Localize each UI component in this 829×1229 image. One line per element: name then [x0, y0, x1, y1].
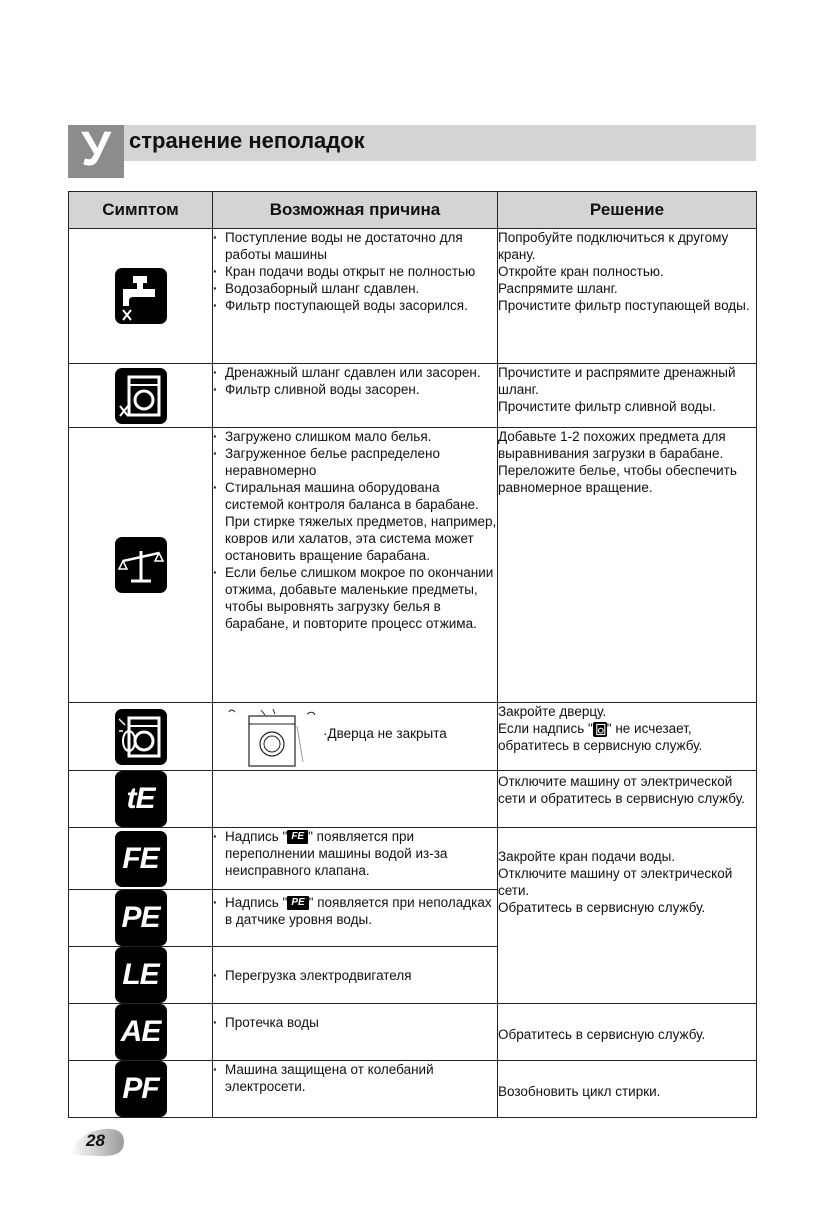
cause-item: · Кран подачи воды открыт не полностью: [213, 263, 497, 280]
cause-item: · Протечка воды: [213, 1014, 497, 1031]
column-header-symptom: Симптом: [69, 192, 213, 229]
error-code-badge: AE: [115, 1004, 167, 1060]
cause-cell: [213, 1061, 498, 1118]
symptom-cell: [69, 828, 213, 890]
symptom-cell: [69, 1004, 213, 1061]
error-code-badge: PE: [287, 896, 308, 910]
solution-cell: [498, 1004, 757, 1061]
cause-cell: [213, 890, 498, 947]
table-row: [69, 1061, 757, 1118]
solution-line: Прочистите и распрямите дренажный шланг.: [498, 365, 736, 397]
cause-item: · Загружено слишком мало белья.: [213, 428, 497, 445]
solution-line: Возобновить цикл стирки.: [498, 1083, 661, 1099]
error-code-badge: tE: [115, 771, 167, 827]
column-header-cause: Возможная причина: [213, 192, 498, 229]
error-code-badge: FE: [287, 830, 308, 844]
symptom-cell: [69, 890, 213, 947]
cause-cell: [213, 1004, 498, 1061]
table-row: [69, 1004, 757, 1061]
symptom-cell: [69, 1061, 213, 1118]
symptom-cell: [69, 428, 213, 703]
solution-cell: [498, 364, 757, 428]
cause-item: Дверца не закрыта: [327, 726, 447, 741]
door-open-icon: [115, 709, 167, 765]
solution-cell: [498, 703, 757, 771]
section-title: странение неполадок: [129, 128, 365, 153]
cause-cell: ·Дверца не закрыта: [213, 703, 498, 771]
water-tap-icon: [115, 268, 167, 324]
solution-line: Переложите белье, чтобы обеспечить равномерное вращение.: [498, 463, 737, 495]
column-header-solution: Решение: [498, 192, 757, 229]
solution-line: Попробуйте подключиться к другому крану.: [498, 230, 729, 262]
solution-line: Если надпись " " не исчезает, обратитесь в сервисную службу.: [498, 721, 703, 753]
error-code-badge: LE: [115, 947, 167, 1003]
solution-cell: [498, 771, 757, 828]
cause-item: · Надпись " PE " появляется при неполадках в датчике уровня воды.: [213, 894, 497, 928]
error-code-badge: FE: [115, 831, 167, 887]
error-code-badge: PE: [115, 890, 167, 946]
solution-line: Обратитесь в сервисную службу.: [498, 1026, 706, 1042]
cause-cell: [213, 229, 498, 364]
solution-line: Закройте кран подачи воды.: [498, 849, 676, 864]
solution-line: Распрямите шланг.: [498, 281, 618, 296]
door-open-icon: [593, 722, 607, 737]
table-header-row: [69, 192, 757, 229]
symptom-cell: [69, 229, 213, 364]
cause-item: · Надпись " FE " появляется при переполнении машины водой из-за неисправного клапана.: [213, 828, 497, 879]
cause-item: · Стиральная машина оборудована системой контроля баланса в барабане. При стирке тяжелых предметов, например, ковров или халатов, эта система может остановить вращение барабана.: [213, 479, 497, 564]
washer-door-open-illustration: [227, 706, 317, 768]
solution-line: Закройте дверцу.: [498, 704, 607, 719]
error-code-badge: PF: [115, 1061, 167, 1117]
symptom-cell: [69, 947, 213, 1004]
solution-cell: [498, 828, 757, 1004]
symptom-cell: [69, 364, 213, 428]
balance-scale-icon: [115, 537, 167, 593]
cause-item: · Дренажный шланг сдавлен или засорен.: [213, 364, 497, 381]
section-title-initial: У: [68, 125, 124, 178]
symptom-cell: [69, 771, 213, 828]
solution-line: Обратитесь в сервисную службу.: [498, 900, 706, 915]
solution-line: Отключите машину от электрической сети и обратитесь в сервисную службу.: [498, 774, 745, 806]
drain-washer-icon: [115, 368, 167, 424]
troubleshooting-table: [68, 191, 757, 1118]
cause-cell: [213, 771, 498, 828]
solution-cell: [498, 428, 757, 703]
cause-cell: [213, 428, 498, 703]
cause-item: · Водозаборный шланг сдавлен.: [213, 280, 497, 297]
solution-line: Откройте кран полностью.: [498, 264, 664, 279]
cause-item: · Перегрузка электродвигателя: [213, 967, 497, 984]
table-row: [69, 364, 757, 428]
cause-cell: [213, 364, 498, 428]
solution-line: Прочистите фильтр поступающей воды.: [498, 298, 750, 313]
cause-item: · Поступление воды не достаточно для работы машины: [213, 229, 497, 263]
cause-item: · Фильтр сливной воды засорен.: [213, 381, 497, 398]
symptom-cell: [69, 703, 213, 771]
cause-item: · Машина защищена от колебаний электросети.: [213, 1061, 497, 1095]
table-row: [69, 771, 757, 828]
table-row: [69, 229, 757, 364]
cause-item: · Фильтр поступающей воды засорился.: [213, 297, 497, 314]
solution-line: Добавьте 1-2 похожих предмета для выравнивания загрузки в барабане.: [498, 429, 726, 461]
table-row: [69, 428, 757, 703]
table-row: [69, 703, 757, 771]
table-row: [69, 828, 757, 890]
page-number-badge: [68, 1125, 126, 1159]
solution-line: Отключите машину от электрической сети.: [498, 866, 733, 898]
cause-cell: [213, 828, 498, 890]
page-number: 28: [86, 1131, 105, 1150]
solution-cell: [498, 1061, 757, 1118]
solution-line: Прочистите фильтр сливной воды.: [498, 399, 716, 414]
cause-item: · Загруженное белье распределено неравномерно: [213, 445, 497, 479]
solution-cell: [498, 229, 757, 364]
cause-cell: [213, 947, 498, 1004]
cause-item: · Если белье слишком мокрое по окончании отжима, добавьте маленькие предметы, чтобы выровнять загрузку белья в барабане, и повторите процесс отжима.: [213, 564, 497, 632]
